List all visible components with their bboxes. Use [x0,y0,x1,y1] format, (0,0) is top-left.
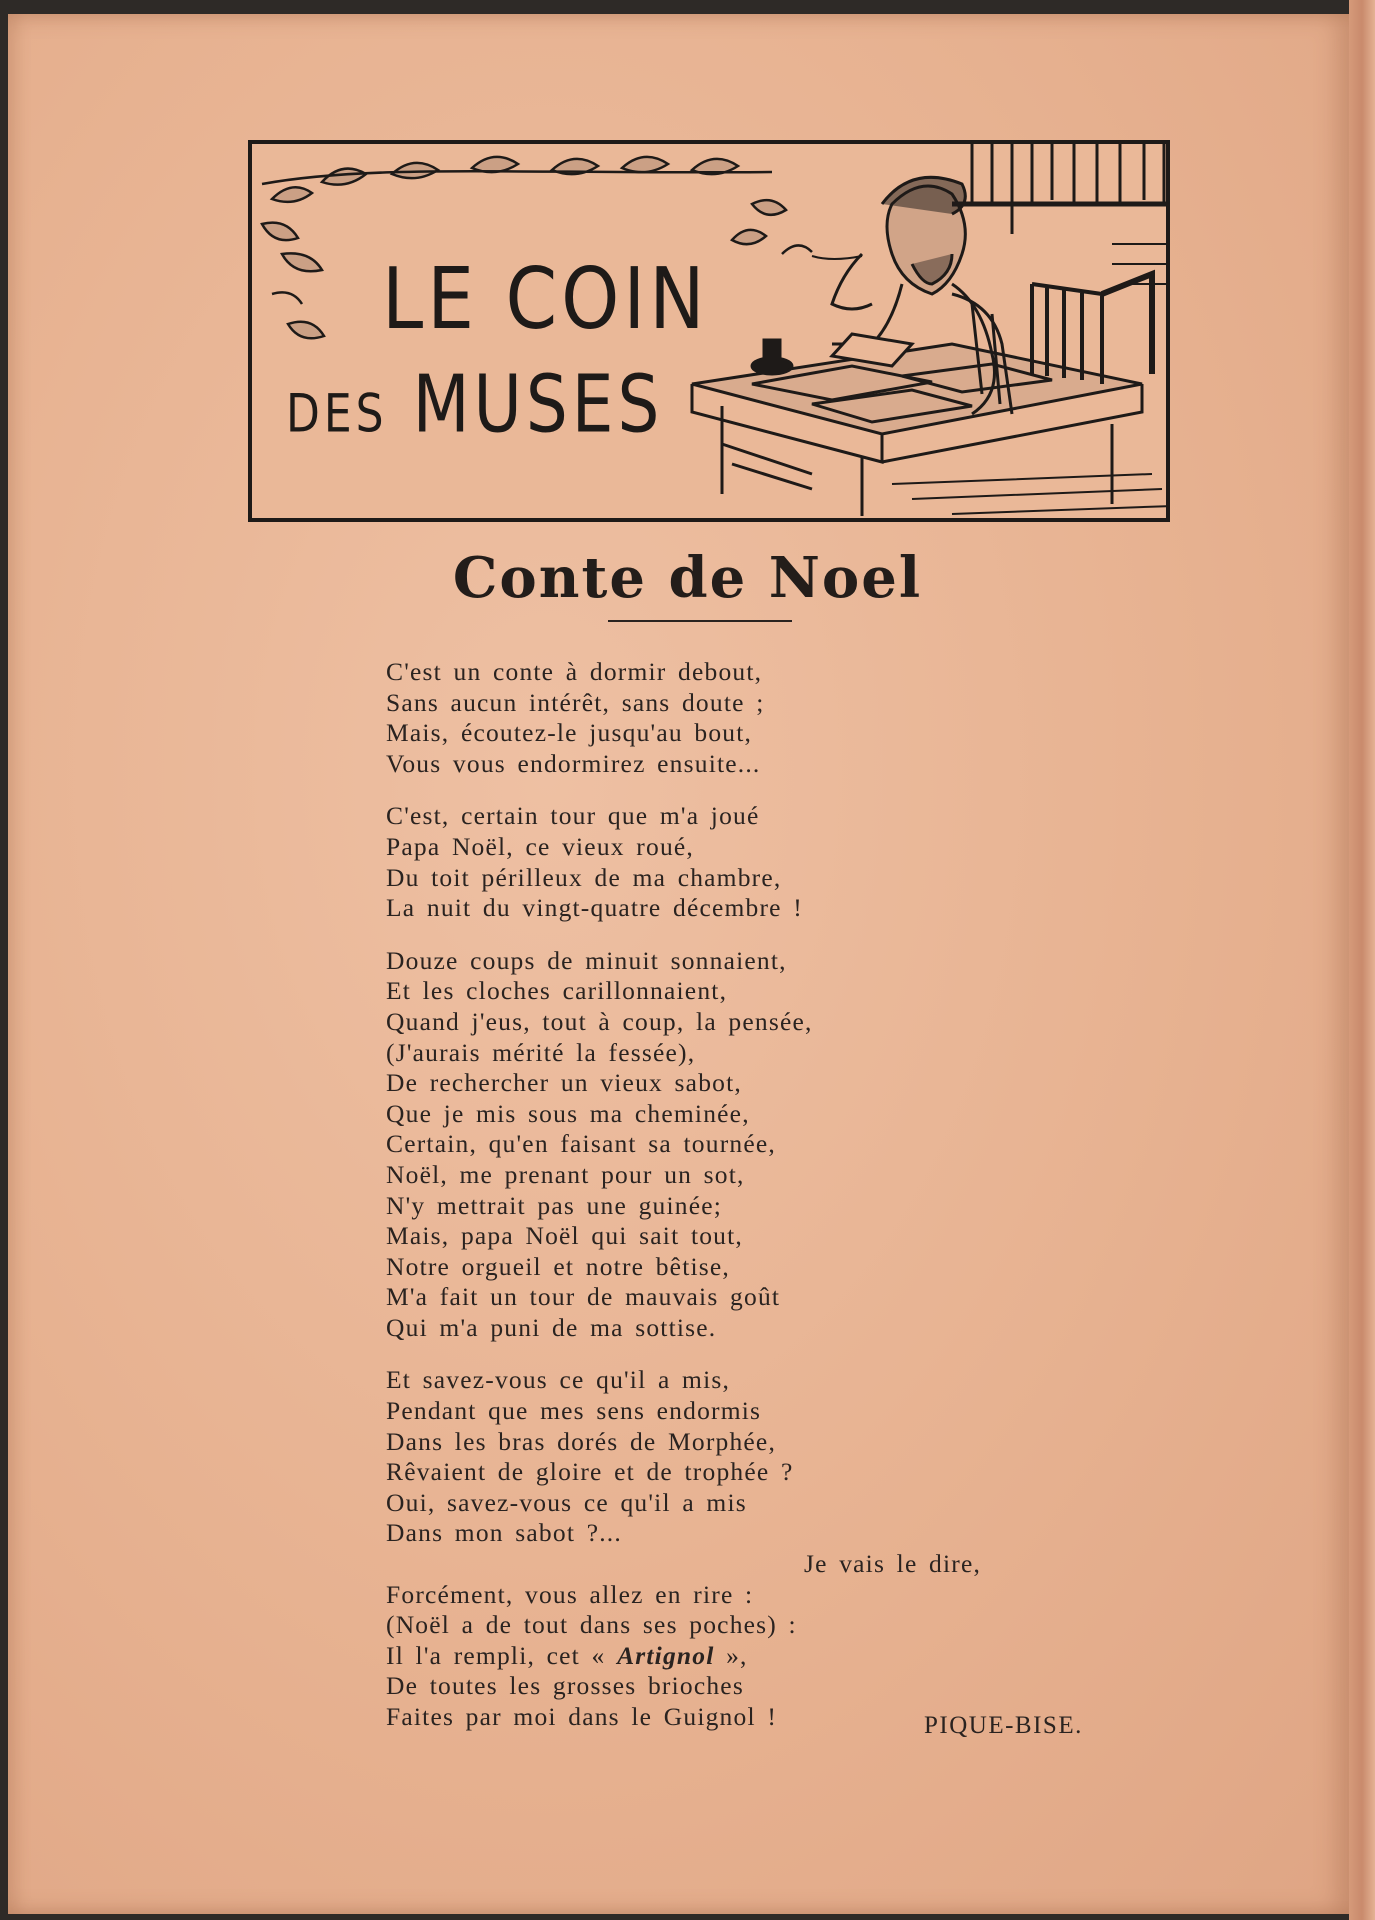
poem-line: De rechercher un vieux sabot, [386,1068,742,1098]
poem-line: Noël, me prenant pour un sot, [386,1159,745,1189]
poem-line: Dans les bras dorés de Morphée, [386,1426,777,1456]
poem-line: Et savez-vous ce qu'il a mis, [386,1365,731,1395]
poem-line: De toutes les grosses brioches [386,1671,744,1701]
poem-line: Mais, papa Noël qui sait tout, [386,1221,743,1251]
artignol-emphasis: Artignol [617,1640,715,1670]
poem-line: La nuit du vingt-quatre décembre ! [386,893,803,923]
poem-line: Notre orgueil et notre bêtise, [386,1251,730,1281]
poem-line: Douze coups de minuit sonnaient, [386,945,787,975]
poem-line: Dans mon sabot ?... [386,1518,622,1548]
section-title-des-muses [286,358,663,450]
poem-line: Du toit périlleux de ma chambre, [386,862,782,892]
bookshelf-icon [952,144,1170,234]
poem-line: Oui, savez-vous ce qu'il a mis [386,1487,747,1517]
poem-line: C'est un conte à dormir debout, [386,657,763,686]
des-label: DES [286,383,388,445]
stanza-2 [386,801,1146,923]
poem-line: Et les cloches carillonnaient, [386,976,728,1006]
poem-line: Sans aucun intérêt, sans doute ; [386,687,765,717]
poem-line: Papa Noël, ce vieux roué, [386,831,694,861]
poem-line: N'y mettrait pas une guinée; [386,1190,723,1220]
poem-line: Que je mis sous ma cheminée, [386,1098,750,1128]
title-divider [608,620,792,622]
artignol-before: Il l'a rempli, cet « [386,1640,618,1670]
poem-line: M'a fait un tour de mauvais goût [386,1282,781,1312]
poem-line: (Noël a de tout dans ses poches) : [386,1610,797,1640]
poem-line: Mais, écoutez-le jusqu'au bout, [386,718,753,748]
poem-line: Vous vous endormirez ensuite... [386,748,761,778]
poem-line: C'est, certain tour que m'a joué [386,801,760,831]
artignol-after: », [714,1640,748,1670]
poem-line: (J'aurais mérité la fessée), [386,1037,696,1067]
page-edge [1349,0,1375,1920]
section-title-le-coin: LE COIN [382,249,709,349]
stanza-1 [386,657,1146,779]
poem-line: Rêvaient de gloire et de trophée ? [386,1457,794,1487]
poem-body [386,657,1146,1755]
poem-line-indented: Je vais le dire, [804,1549,982,1579]
muses-label: MUSES [412,358,664,451]
poem-line: Qui m'a puni de ma sottise. [386,1312,717,1342]
stanza-4 [386,1365,1146,1732]
poem-line: Quand j'eus, tout à coup, la pensée, [386,1006,813,1036]
header-illustration [248,140,1170,522]
poem-line: Certain, qu'en faisant sa tournée, [386,1129,776,1159]
poem-line: Faites par moi dans le Guignol ! [386,1702,778,1731]
author-signature: PIQUE-BISE. [924,1712,1083,1739]
poem-title: Conte de Noel [452,545,923,611]
inkwell-icon [752,340,792,374]
poem-line-artignol [386,1641,1146,1672]
poem-line: Forcément, vous allez en rire : [386,1579,754,1609]
stanza-3 [386,946,1146,1344]
poem-line: Pendant que mes sens endormis [386,1396,762,1426]
